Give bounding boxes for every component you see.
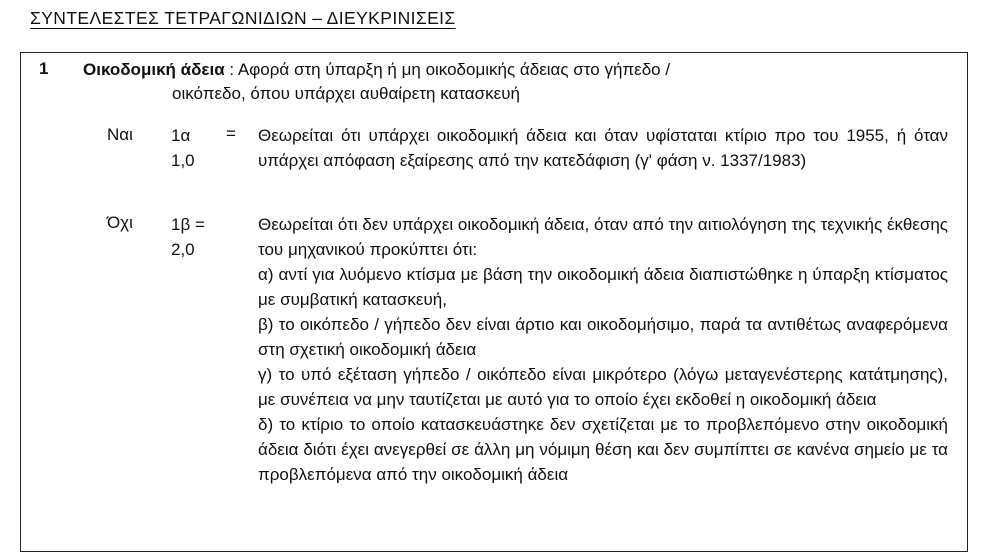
row-paragraph: Θεωρείται ότι υπάρχει οικοδομική άδεια και όταν υφίσταται κτίριο προ του 1955, ή όταν υπάρχει απόφαση εξαίρεσης από την κατεδάφιση (γ' φάση ν. 1337/1983) [258, 126, 948, 170]
row-text-no [258, 212, 948, 487]
content-box [20, 52, 968, 552]
row-text-yes [258, 123, 948, 173]
section-number: 1 [39, 59, 49, 78]
row-code-id: 1α [171, 126, 191, 145]
row-code-no [171, 212, 205, 262]
row-paragraph: δ) το κτίριο το οποίο κατασκευάστηκε δεν σχετίζεται με το προβλεπόμενο στην οικοδομική άδεια διότι έχει ανεγερθεί σε άλλη μη νόμιμη θέση και δεν συμπίπτει σε κανένα σημείο με τα προβλεπόμενα από την οικοδομική άδεια [258, 415, 948, 484]
row-label-no: Όχι [107, 213, 133, 232]
row-code-value: 2,0 [171, 240, 195, 259]
row-equals-yes: = [226, 124, 236, 143]
row-paragraph: Θεωρείται ότι δεν υπάρχει οικοδομική άδεια, όταν από την αιτιολόγηση της τεχνικής έκθεσης του μηχανικού προκύπτει ότι: [258, 215, 948, 259]
row-code-value: 1,0 [171, 151, 195, 170]
section-title: Οικοδομική άδεια [83, 60, 225, 79]
section-separator: : [229, 60, 235, 79]
row-paragraph: α) αντί για λυόμενο κτίσμα με βάση την οικοδομική άδεια διαπιστώθηκε η ύπαρξη κτίσματος με συμβατική κατασκευή, [258, 265, 948, 309]
document-title: ΣΥΝΤΕΛΕΣΤΕΣ ΤΕΤΡΑΓΩΝΙΔΙΩΝ – ΔΙΕΥΚΡΙΝΙΣΕΙΣ [30, 8, 456, 28]
section-heading [83, 58, 943, 106]
row-paragraph: β) το οικόπεδο / γήπεδο δεν είναι άρτιο και οικοδομήσιμο, παρά τα αντιθέτως αναφερόμενα στη σχετική οικοδομική άδεια [258, 315, 948, 359]
row-code-yes [171, 123, 195, 173]
section-description-line1: Αφορά στη ύπαρξη ή μη οικοδομικής άδειας στο γήπεδο / [237, 60, 671, 79]
row-label-yes: Ναι [107, 125, 133, 144]
section-description-line2: οικόπεδο, όπου υπάρχει αυθαίρετη κατασκευή [172, 84, 520, 103]
row-code-id: 1β = [171, 215, 205, 234]
row-paragraph: γ) το υπό εξέταση γήπεδο / οικόπεδο είναι μικρότερο (λόγω μεταγενέστερης κατάτμησης), με συνέπεια να μην ταυτίζεται με αυτό για το οποίο έχει εκδοθεί η οικοδομική άδεια [258, 365, 948, 409]
